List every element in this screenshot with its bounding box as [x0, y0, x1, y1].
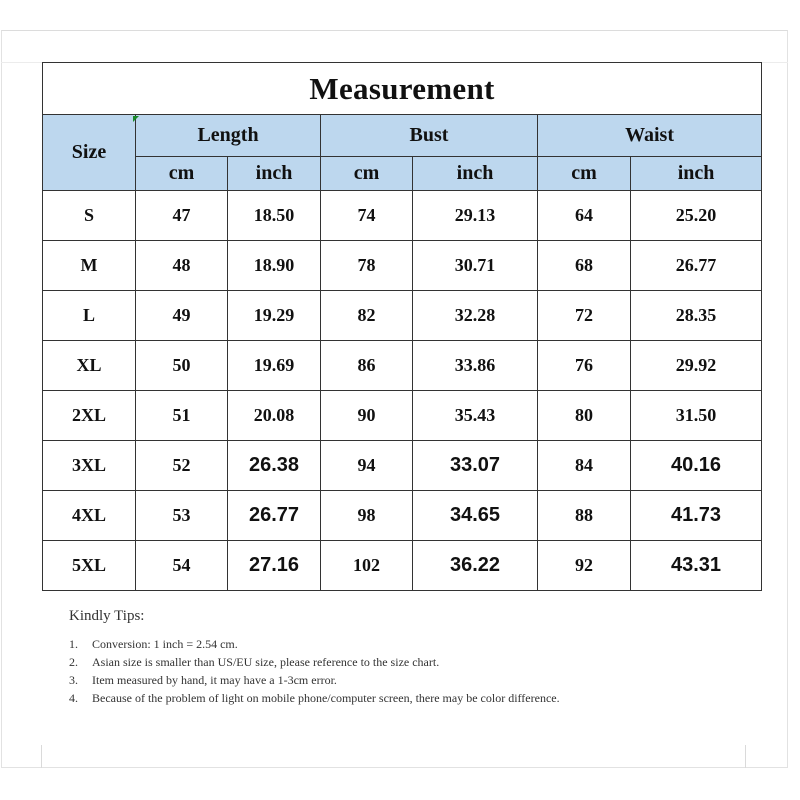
bust-cm-cell: 90 [321, 391, 413, 441]
size-cell: 5XL [43, 541, 136, 591]
tip-number: 3. [69, 673, 78, 687]
length-cm-cell: 47 [136, 191, 228, 241]
tip-text: Asian size is smaller than US/EU size, please reference to the size chart. [92, 655, 440, 669]
tips-title: Kindly Tips: [69, 608, 145, 624]
bust-cm-cell: 94 [321, 441, 413, 491]
bust-cm-cell: 82 [321, 291, 413, 341]
bust-cm-cell: 98 [321, 491, 413, 541]
length-cm-header: cm [136, 157, 228, 191]
waist-cm-header: cm [538, 157, 631, 191]
tip-item [69, 689, 597, 707]
waist-cm-cell: 80 [538, 391, 631, 441]
header-row-units [43, 157, 762, 191]
table-row [43, 391, 762, 441]
length-inch-cell: 27.16 [228, 541, 321, 591]
length-inch-cell: 26.38 [228, 441, 321, 491]
table-row [43, 191, 762, 241]
waist-cm-cell: 92 [538, 541, 631, 591]
waist-cm-cell: 72 [538, 291, 631, 341]
waist-cm-cell: 76 [538, 341, 631, 391]
tip-item [69, 653, 597, 671]
table-row [43, 241, 762, 291]
waist-inch-cell: 28.35 [631, 291, 762, 341]
length-cm-cell: 54 [136, 541, 228, 591]
size-header: Size [43, 115, 136, 191]
bust-inch-cell: 36.22 [413, 541, 538, 591]
bust-cm-cell: 78 [321, 241, 413, 291]
length-cm-cell: 49 [136, 291, 228, 341]
tips-list [69, 635, 597, 707]
table-row [43, 291, 762, 341]
bust-inch-cell: 35.43 [413, 391, 538, 441]
bust-inch-cell: 30.71 [413, 241, 538, 291]
tip-text: Conversion: 1 inch = 2.54 cm. [92, 637, 238, 651]
size-cell: 3XL [43, 441, 136, 491]
cell-comment-marker-icon [133, 116, 139, 122]
kindly-tips [69, 608, 597, 707]
size-cell: 4XL [43, 491, 136, 541]
size-cell: XL [43, 341, 136, 391]
size-cell: M [43, 241, 136, 291]
table-row [43, 541, 762, 591]
waist-inch-cell: 25.20 [631, 191, 762, 241]
tip-number: 1. [69, 637, 78, 651]
header-row-groups [43, 115, 762, 157]
length-inch-cell: 19.29 [228, 291, 321, 341]
table-row [43, 441, 762, 491]
waist-inch-cell: 29.92 [631, 341, 762, 391]
frame-corner-right [745, 745, 746, 768]
bust-inch-header: inch [413, 157, 538, 191]
waist-header: Waist [538, 115, 762, 157]
length-inch-cell: 18.90 [228, 241, 321, 291]
bust-header: Bust [321, 115, 538, 157]
bust-cm-header: cm [321, 157, 413, 191]
length-inch-cell: 18.50 [228, 191, 321, 241]
length-cm-cell: 48 [136, 241, 228, 291]
bust-inch-cell: 33.07 [413, 441, 538, 491]
length-cm-cell: 52 [136, 441, 228, 491]
waist-cm-cell: 84 [538, 441, 631, 491]
tip-number: 2. [69, 655, 78, 669]
tip-number: 4. [69, 691, 78, 705]
size-cell: S [43, 191, 136, 241]
length-cm-cell: 53 [136, 491, 228, 541]
table-row [43, 341, 762, 391]
size-cell: 2XL [43, 391, 136, 441]
waist-inch-cell: 41.73 [631, 491, 762, 541]
waist-cm-cell: 64 [538, 191, 631, 241]
tip-item [69, 635, 597, 653]
length-cm-cell: 51 [136, 391, 228, 441]
measurement-table [42, 62, 762, 591]
bust-inch-cell: 33.86 [413, 341, 538, 391]
length-inch-cell: 20.08 [228, 391, 321, 441]
waist-inch-cell: 26.77 [631, 241, 762, 291]
tip-text: Because of the problem of light on mobile phone/computer screen, there may be color difference. [92, 691, 560, 705]
bust-inch-cell: 32.28 [413, 291, 538, 341]
length-inch-cell: 26.77 [228, 491, 321, 541]
length-header: Length [136, 115, 321, 157]
waist-inch-cell: 31.50 [631, 391, 762, 441]
length-inch-header: inch [228, 157, 321, 191]
waist-inch-cell: 43.31 [631, 541, 762, 591]
waist-cm-cell: 68 [538, 241, 631, 291]
waist-inch-cell: 40.16 [631, 441, 762, 491]
bust-inch-cell: 34.65 [413, 491, 538, 541]
size-cell: L [43, 291, 136, 341]
bust-cm-cell: 74 [321, 191, 413, 241]
waist-inch-header: inch [631, 157, 762, 191]
length-cm-cell: 50 [136, 341, 228, 391]
table-row [43, 491, 762, 541]
table-title: Measurement [43, 63, 762, 115]
bust-cm-cell: 102 [321, 541, 413, 591]
waist-cm-cell: 88 [538, 491, 631, 541]
frame-corner-left [41, 745, 42, 768]
tip-text: Item measured by hand, it may have a 1-3cm error. [92, 673, 337, 687]
tip-item [69, 671, 597, 689]
bust-inch-cell: 29.13 [413, 191, 538, 241]
length-inch-cell: 19.69 [228, 341, 321, 391]
bust-cm-cell: 86 [321, 341, 413, 391]
